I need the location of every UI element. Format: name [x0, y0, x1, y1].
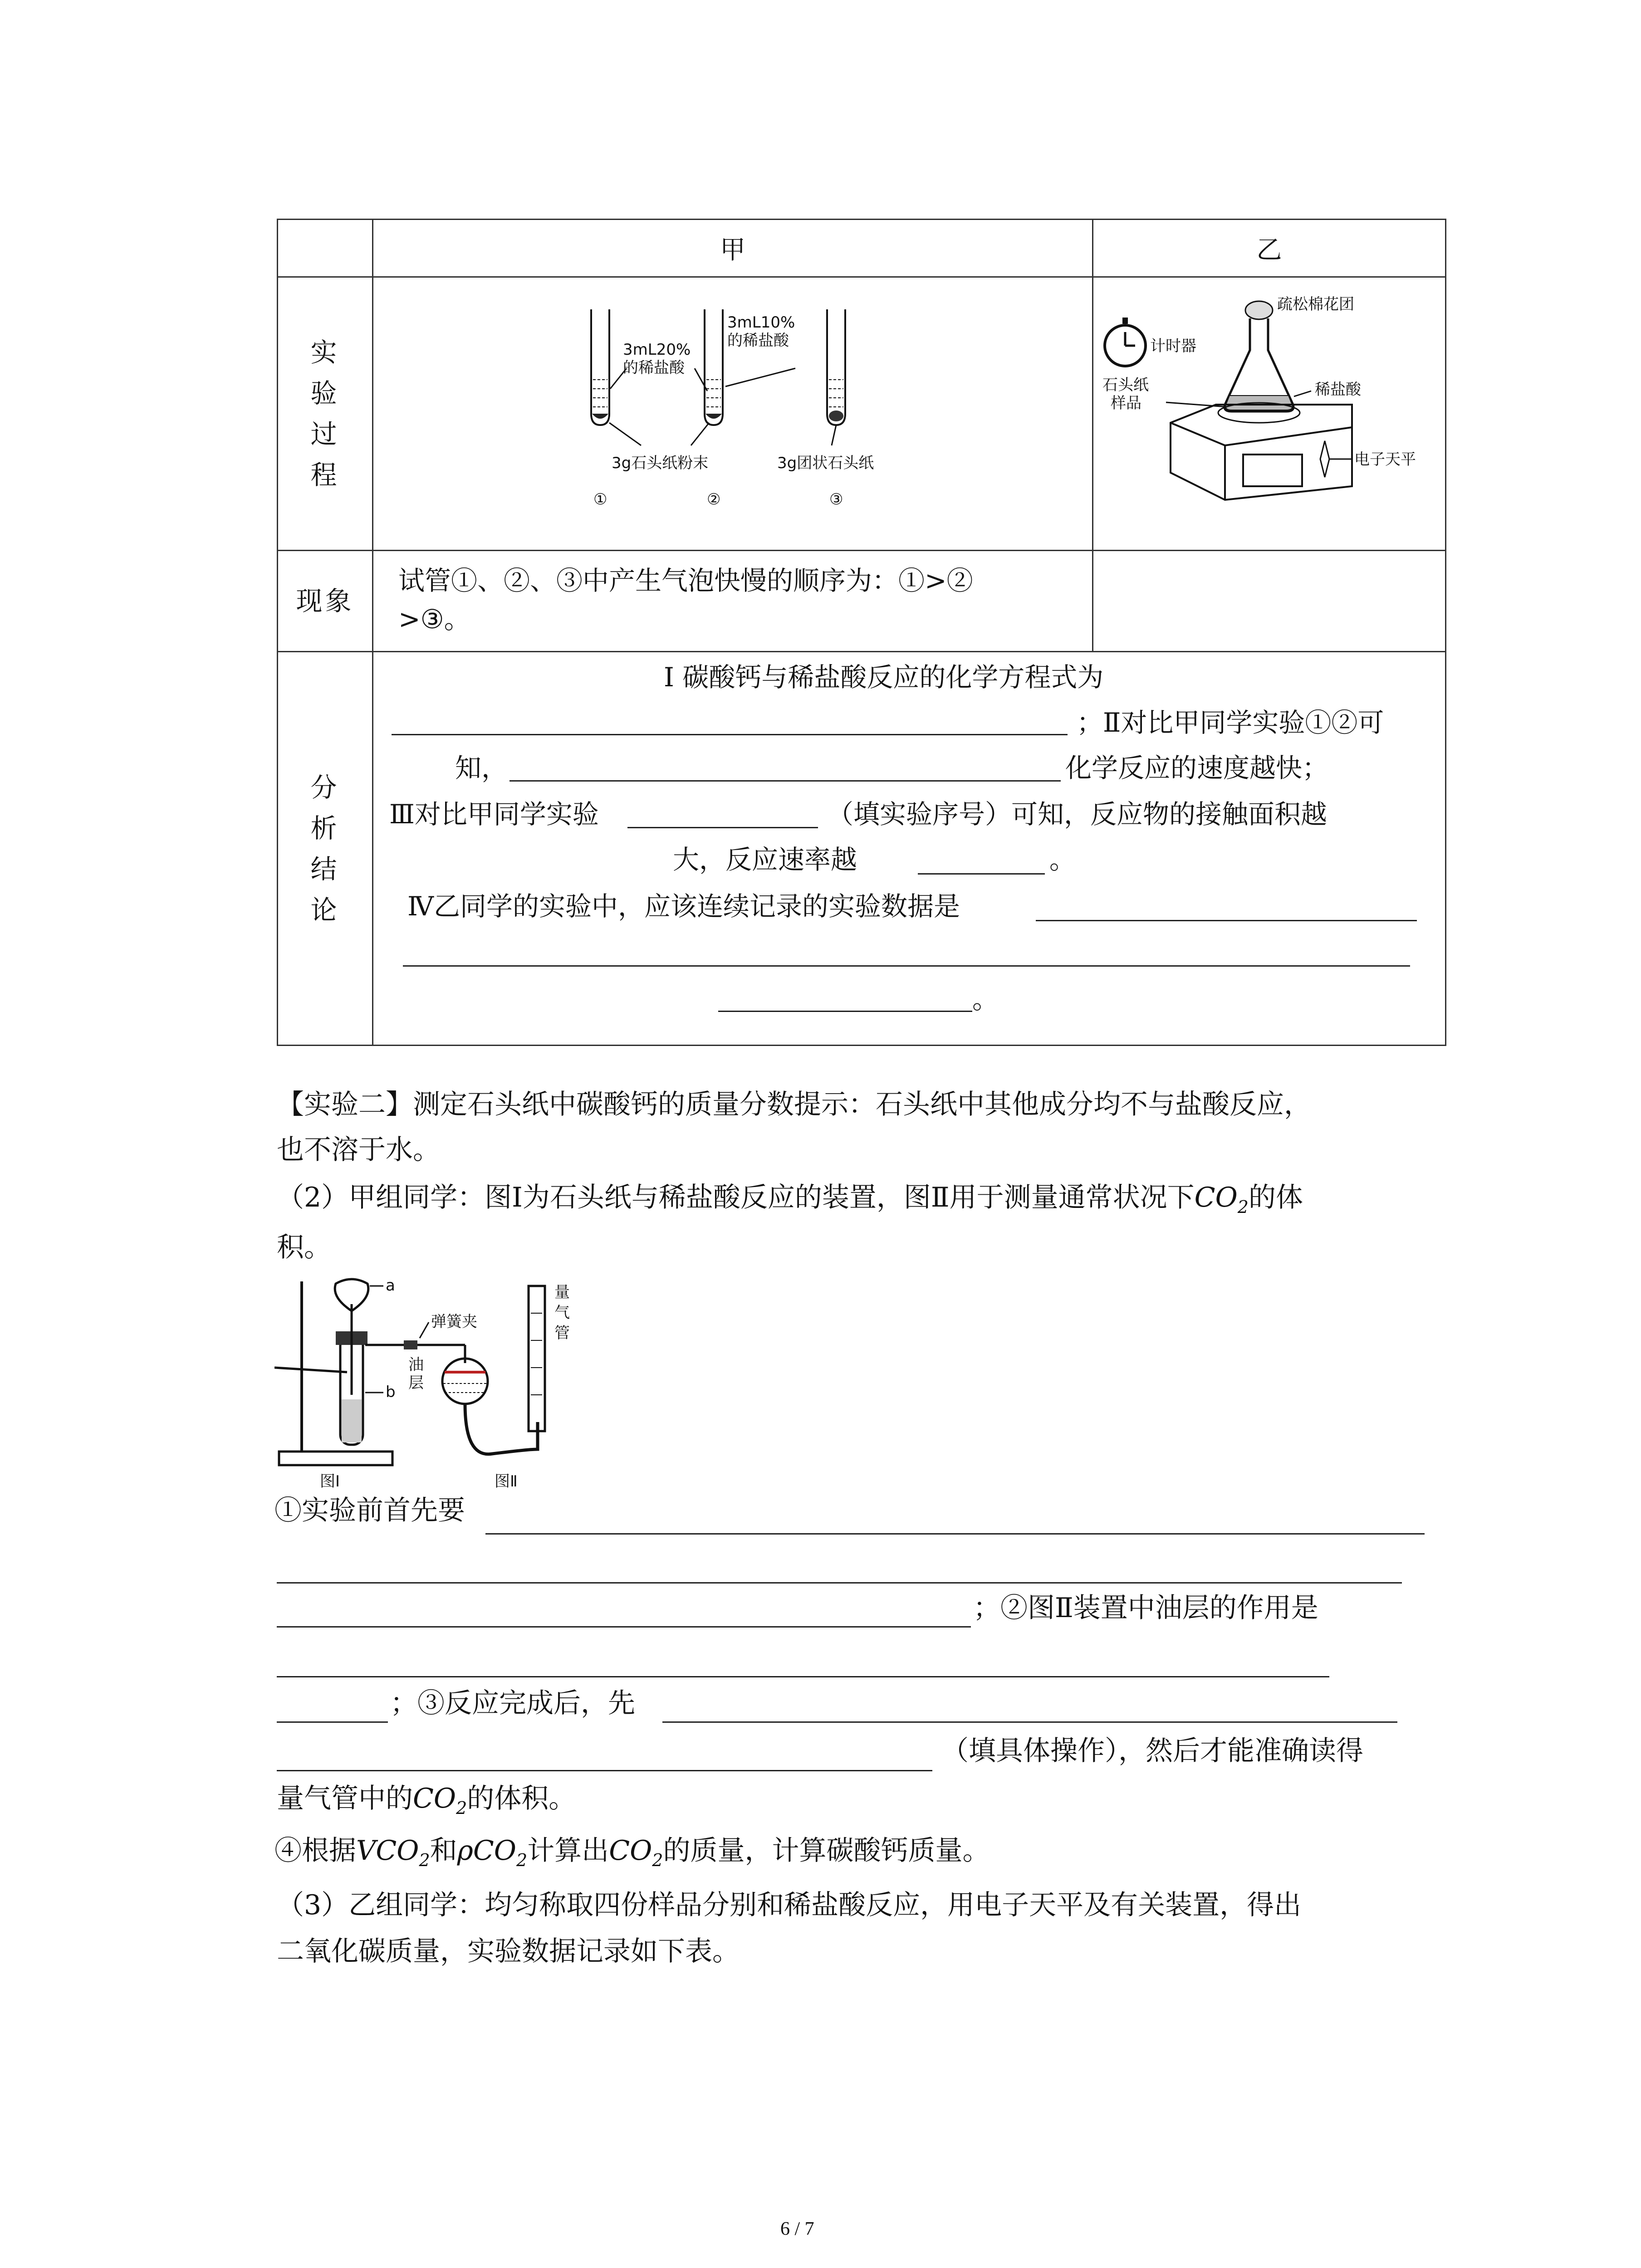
blank-step-3a[interactable] — [662, 1721, 1397, 1723]
analysis-line-4b: （填实验序号）可知，反应物的接触面积越 — [827, 799, 1327, 830]
label-acid-20: 3mL20% — [623, 341, 691, 359]
q3-line-1: （3）乙组同学：均匀称取四份样品分别和稀盐酸反应，用电子天平及有关装置，得出 — [277, 1889, 1302, 1921]
analysis-row — [278, 652, 1446, 1046]
q2-line-2: 积。 — [277, 1232, 331, 1263]
page-number: 6 / 7 — [780, 2219, 814, 2239]
flask — [1225, 301, 1293, 411]
blank-rate[interactable] — [918, 873, 1045, 875]
step-3: ；③反应完成后，先 — [390, 1687, 635, 1719]
blank-oil-purpose-1[interactable] — [277, 1676, 1329, 1677]
step-3-line-2: 量气管中的$CO_2$的体积。 — [277, 1783, 576, 1818]
label-b: b — [386, 1383, 396, 1401]
analysis-line-5b: 。 — [1049, 844, 1076, 875]
blank-experiment-numbers[interactable] — [627, 827, 818, 828]
blank-conclusion-2[interactable] — [509, 780, 1061, 782]
stand — [274, 1281, 392, 1465]
step-2: ；②图Ⅱ装置中油层的作用是 — [973, 1592, 1318, 1624]
tube-3 — [827, 309, 845, 425]
label-gauge-3: 管 — [554, 1324, 570, 1342]
analysis-line-3b: 化学反应的速度越快； — [1065, 753, 1329, 783]
table-header-row — [278, 220, 1446, 277]
analysis-line-6: Ⅳ乙同学的实验中，应该连续记录的实验数据是 — [407, 891, 960, 922]
label-fig-1: 图Ⅰ — [320, 1472, 340, 1490]
label-timer: 计时器 — [1150, 337, 1196, 355]
tube-1 — [591, 309, 609, 425]
row-label-analysis: 分析结论 — [310, 772, 340, 925]
blank-step-1c[interactable] — [277, 1626, 971, 1628]
exp2-title: 【实验二】测定石头纸中碳酸钙的质量分数提示：石头纸中其他成分均不与盐酸反应， — [277, 1089, 1311, 1120]
analysis-line-1: Ⅰ 碳酸钙与稀盐酸反应的化学方程式为 — [664, 662, 1104, 693]
label-tube-3: ③ — [829, 490, 843, 508]
step-4: ④根据$VCO_2$和ρCO$_2$计算出$CO_2$的质量，计算碳酸钙质量。 — [274, 1835, 990, 1870]
analysis-line-2: ；Ⅱ对比甲同学实验①②可 — [1077, 707, 1384, 738]
apparatus-figure — [274, 1277, 601, 1490]
experiment-table — [277, 219, 1446, 1046]
q3-line-2: 二氧化碳质量，实验数据记录如下表。 — [277, 1936, 740, 1967]
row-label-phenomenon: 现象 — [278, 551, 373, 652]
label-oil-1: 油 — [408, 1356, 424, 1374]
blank-step-1b[interactable] — [277, 1582, 1402, 1584]
label-a: a — [386, 1277, 395, 1295]
jia-figure-cell — [373, 277, 1093, 551]
timer-icon — [1105, 318, 1146, 366]
label-acid-10b: 的稀盐酸 — [727, 332, 789, 350]
label-oil-2: 层 — [408, 1374, 424, 1392]
label-tube-1: ① — [593, 490, 607, 508]
label-gauge-2: 气 — [554, 1304, 570, 1322]
blank-oil-purpose-2[interactable] — [277, 1721, 388, 1723]
test-tubes-figure — [573, 300, 891, 527]
row-label-process: 实验过程 — [310, 337, 340, 490]
balance-figure — [1098, 291, 1443, 527]
label-acid: 稀盐酸 — [1315, 381, 1361, 399]
label-fig-2: 图Ⅱ — [495, 1472, 518, 1490]
electronic-balance — [1171, 403, 1352, 500]
q2-line-1: （2）甲组同学：图Ⅰ为石头纸与稀盐酸反应的装置，图Ⅱ用于测量通常状况下$CO_2$的体 — [277, 1182, 1303, 1217]
blank-data-3[interactable] — [718, 1011, 972, 1012]
label-powder: 3g石头纸粉末 — [612, 454, 709, 472]
label-clip: 弹簧夹 — [431, 1313, 477, 1331]
gauge-apparatus — [404, 1286, 545, 1454]
blank-equation[interactable] — [392, 734, 1068, 735]
label-lump: 3g团状石头纸 — [777, 454, 874, 472]
reaction-tube — [335, 1279, 411, 1445]
analysis-line-4a: Ⅲ对比甲同学实验 — [389, 799, 599, 830]
col-header-jia: 甲 — [373, 220, 1093, 277]
phenomenon-yi-cell — [1093, 551, 1446, 652]
blank-step-3b[interactable] — [277, 1770, 932, 1771]
phenomenon-line-2: >③。 — [398, 604, 470, 635]
label-balance: 电子天平 — [1354, 450, 1416, 469]
label-acid-20b: 的稀盐酸 — [623, 359, 685, 377]
analysis-line-3a: 知， — [455, 753, 508, 783]
label-gauge-1: 量 — [554, 1283, 570, 1301]
label-sample-1: 石头纸 — [1102, 376, 1149, 394]
tube-2 — [705, 309, 723, 425]
phenomenon-row — [278, 551, 1446, 652]
analysis-cell — [373, 652, 1446, 1046]
exp2-title-2: 也不溶于水。 — [277, 1134, 440, 1166]
label-acid-10: 3mL10% — [727, 313, 795, 332]
analysis-line-5a: 大，反应速率越 — [673, 844, 857, 875]
step-3-tail: （填具体操作），然后才能准确读得 — [941, 1735, 1363, 1767]
phenomenon-line-1: 试管①、②、③中产生气泡快慢的顺序为：①>② — [398, 565, 973, 596]
process-row — [278, 277, 1446, 551]
col-header-yi: 乙 — [1093, 220, 1446, 277]
label-sample-2: 样品 — [1111, 394, 1141, 412]
blank-step-1a[interactable] — [485, 1533, 1425, 1535]
step-1: ①实验前首先要 — [274, 1495, 465, 1526]
blank-data-2[interactable] — [403, 965, 1410, 967]
yi-figure-cell — [1093, 277, 1446, 551]
analysis-line-8: 。 — [972, 984, 999, 1015]
label-cotton: 疏松棉花团 — [1277, 295, 1354, 313]
label-tube-2: ② — [707, 490, 721, 508]
blank-data-1[interactable] — [1036, 920, 1417, 921]
